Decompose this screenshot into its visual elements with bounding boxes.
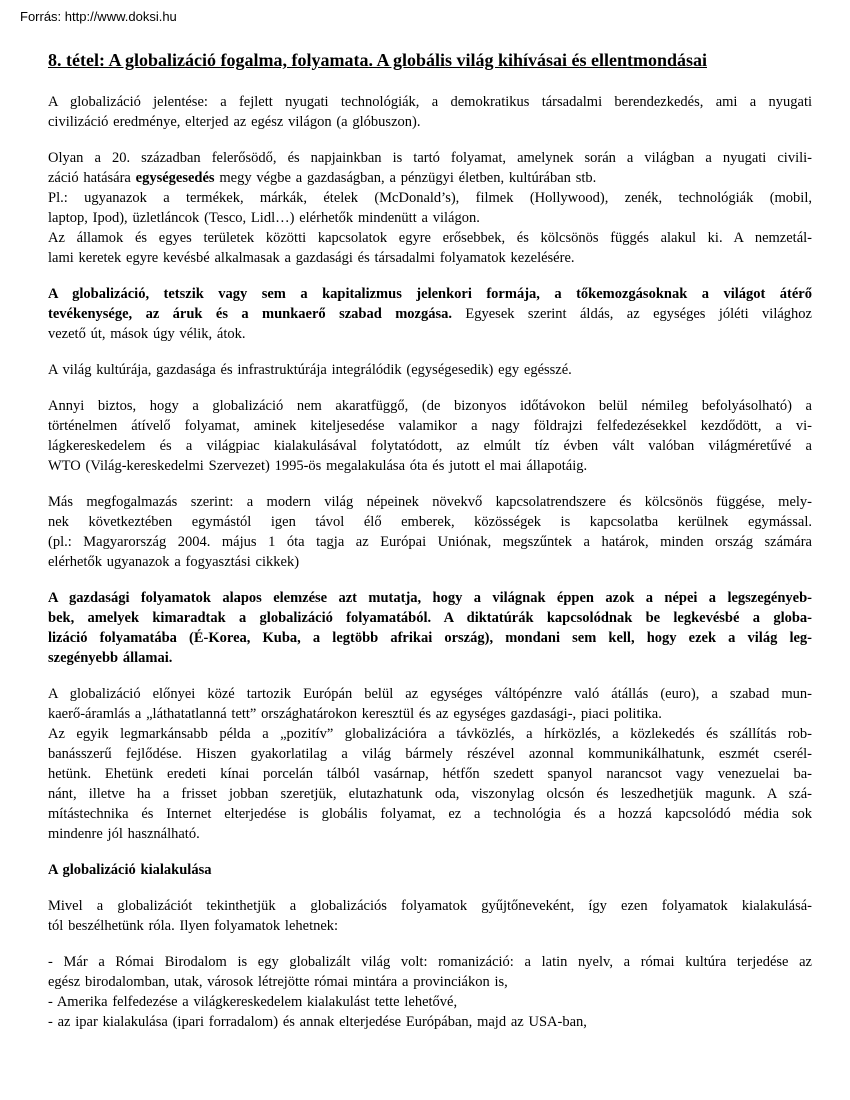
paragraph [48,396,812,476]
text-segment: Más megfogalmazás szerint: a modern világ népeinek növekvő kapcsolatrendszere és kölcsönös függése, mely- [48,494,812,510]
text-line [48,704,812,724]
source-note: Forrás: http://www.doksi.hu [20,9,177,24]
text-segment: bek, amelyek kimaradtak a globalizáció folyamatából. A diktatúrák kapcsolódnak be legkevésbé a globa- [48,610,812,626]
text-line [48,552,812,572]
text-line [48,228,812,248]
text-segment: történelmen átívelő folyamat, aminek kiteljesedése valamikor a nagy földrajzi felfedezésekkel kezdődött, a vi- [48,418,812,434]
text-segment: Annyi biztos, hogy a globalizáció nem akaratfüggő, (de bizonyos időtávokon belül némileg befolyásolható) a [48,398,812,414]
text-segment: A világ kultúrája, gazdasága és infrastruktúrája integrálódik (egységesedik) egy egésszé. [48,362,572,378]
text-line [48,588,812,608]
text-line [48,824,812,844]
text-segment: Pl.: ugyanazok a termékek, márkák, ételek (McDonald’s), filmek (Hollywood), zenék, technológiák (mobil, [48,190,812,206]
text-line [48,992,812,1012]
text-segment: megy végbe a gazdaságban, a pénzügyi életben, kultúrában stb. [214,170,597,186]
paragraph [48,492,812,572]
text-line [48,532,812,552]
text-segment: mindenre jól használható. [48,826,200,842]
text-segment: hetünk. Ehetünk eredeti kínai porcelán tálból vasárnap, hétfőn szedett spanyol narancsot vagy venezuelai ba- [48,766,812,782]
text-line [48,92,812,112]
text-segment: kaerő-áramlás a „láthatatlanná tett” országhatárokon keresztül és az egységes gazdasági-, piaci politika. [48,706,662,722]
text-segment: szegényebb államai. [48,650,173,666]
paragraph [48,92,812,132]
text-line [48,784,812,804]
text-line [48,916,812,936]
text-line [48,456,812,476]
text-segment: - Amerika felfedezése a világkereskedelem kialakulást tette lehetővé, [48,994,458,1010]
text-line [48,168,812,188]
paragraph [48,952,812,1032]
paragraph [48,284,812,344]
text-segment: Olyan a 20. században felerősödő, és napjainkban is tartó folyamat, amelynek során a világban a nyugati civili- [48,150,812,166]
text-line [48,512,812,532]
text-line [48,952,812,972]
text-segment: egységesedés [135,170,215,186]
text-segment: lágkereskedelem és a világpiac kialakulásával folytatódott, az elmúlt tíz évben vált valóban világméretűvé a [48,438,812,454]
text-segment: A globalizáció kialakulása [48,862,212,878]
section-heading [48,860,812,880]
text-line [48,248,812,268]
text-segment: mítástechnika és Internet elterjedése is globális folyamat, ez a technológia és a hozzá kapcsolódó média sok [48,806,812,822]
document [48,50,812,1032]
text-segment: Mivel a globalizációt tekinthetjük a globalizációs folyamatok gyűjtőneveként, így ezen folyamatok kialakulásá- [48,898,812,914]
page-title: 8. tétel: A globalizáció fogalma, folyamata. A globális világ kihívásai és ellentmondásai [48,50,708,70]
text-segment: egész birodalomban, utak, városok létrejötte római mintára a provinciákon is, [48,974,508,990]
text-line [48,284,812,304]
text-line [48,860,812,880]
text-segment: A globalizáció előnyei közé tartozik Európán belül az egységes váltópénzre való átállás (euro), a szabad mun- [48,686,812,702]
text-segment: Egyesek szerint áldás, az egységes jóléti világhoz [451,306,812,322]
text-segment: - az ipar kialakulása (ipari forradalom) és annak elterjedése Európában, majd az USA-ban, [48,1014,587,1030]
text-line [48,188,812,208]
text-segment: Az egyik legmarkánsabb példa a „pozitív” globalizációra a távközlés, a hírközlés, a közlekedés és szállítás rob- [48,726,812,742]
text-line [48,1012,812,1032]
text-line [48,972,812,992]
text-line [48,360,812,380]
text-segment: tól beszélhetünk róla. Ilyen folyamatok lehetnek: [48,918,339,934]
text-segment: (pl.: Magyarország 2004. május 1 óta tagja az Európai Uniónak, megszűntek a határok, minden ország számára [48,534,812,550]
text-segment: A gazdasági folyamatok alapos elemzése azt mutatja, hogy a világnak éppen azok a népei a legszegényeb- [48,590,812,606]
text-line [48,492,812,512]
text-segment: elérhetők ugyanazok a fogyasztási cikkek) [48,554,300,570]
paragraph [48,148,812,268]
text-line [48,608,812,628]
text-line [48,148,812,168]
text-line [48,764,812,784]
text-segment: lizáció folyamatába (É-Korea, Kuba, a legtöbb afrikai ország), mondani sem kell, hogy ezek a világ leg- [48,630,812,646]
text-segment: nek következtében egymástól igen távol élő emberek, közösségek is kapcsolatba kerülnek egymással. [48,514,812,530]
text-segment: záció hatására [48,170,136,186]
paragraph [48,684,812,844]
text-line [48,804,812,824]
document-body [48,92,812,1032]
text-segment: lami keretek egyre kevésbé alkalmasak a gazdasági és társadalmi folyamatok kezelésére. [48,250,575,266]
text-line [48,896,812,916]
text-line [48,436,812,456]
text-segment: - Már a Római Birodalom is egy globalizált világ volt: romanizáció: a latin nyelv, a római kultúra terjedése az [48,954,812,970]
paragraph [48,360,812,380]
text-line [48,744,812,764]
text-segment: WTO (Világ-kereskedelmi Szervezet) 1995-ös megalakulása óta és jutott el mai állapotáig. [48,458,588,474]
text-line [48,304,812,324]
text-segment: A globalizáció jelentése: a fejlett nyugati technológiák, a demokratikus társadalmi berendezkedés, ami a nyugati [48,94,812,110]
text-segment: A globalizáció, tetszik vagy sem a kapitalizmus jelenkori formája, a tőkemozgásoknak a világot átérő [48,286,812,302]
text-line [48,208,812,228]
text-segment: banásszerű fejlődése. Hiszen gyakorlatilag a világ bármely részével azonnal kommunikálhatunk, eszmét cserél- [48,746,812,762]
text-line [48,324,812,344]
text-line [48,684,812,704]
text-segment: laptop, Ipod), üzletláncok (Tesco, Lidl…) elérhetők mindenütt a világon. [48,210,480,226]
text-segment: vezető út, mások úgy vélik, átok. [48,326,246,342]
text-segment: Az államok és egyes területek közötti kapcsolatok egyre erősebbek, és kölcsönös függés alakul ki. A nemzetál- [48,230,812,246]
text-line [48,724,812,744]
text-line [48,112,812,132]
text-line [48,396,812,416]
text-line [48,648,812,668]
text-segment: nánt, illetve ha a frisset jobban szeretjük, elutazhatunk oda, viszonylag olcsón és leszedhetjük magunk. A szá- [48,786,812,802]
text-line [48,416,812,436]
text-segment: tevékenysége, az áruk és a munkaerő szabad mozgása. [48,306,452,322]
text-line [48,628,812,648]
paragraph [48,896,812,936]
text-segment: civilizáció eredménye, elterjed az egész világon (a glóbuszon). [48,114,421,130]
paragraph [48,588,812,668]
